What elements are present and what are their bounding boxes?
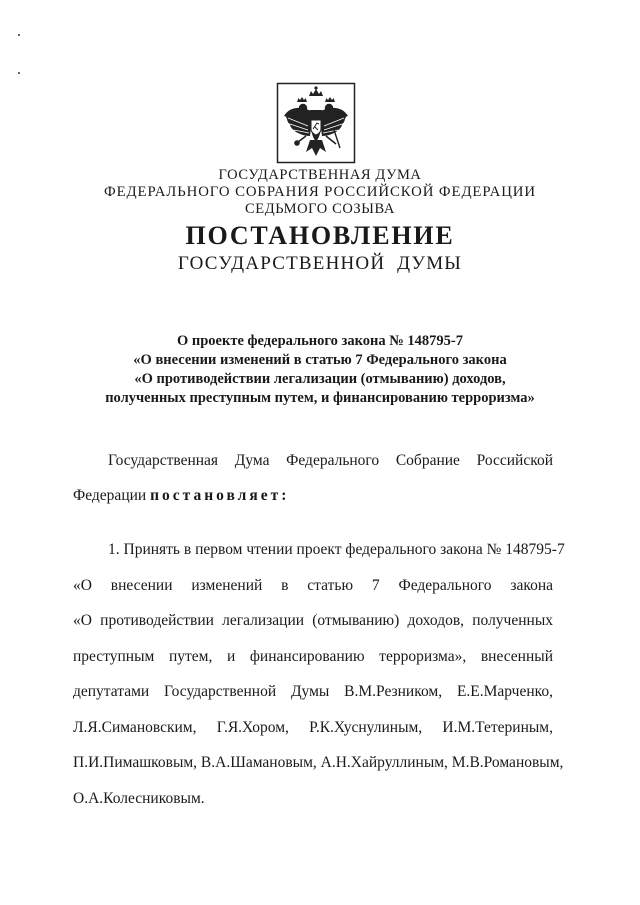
org-name-line-2: ФЕДЕРАЛЬНОГО СОБРАНИЯ РОССИЙСКОЙ ФЕДЕРАЦИИ: [104, 184, 536, 200]
item-1-line: 1. Принять в первом чтении проект федерального закона № 148795-7: [108, 541, 565, 558]
item-1-line: преступным путем, и финансированию терроризма», внесенный: [73, 648, 553, 665]
subject-line: «О противодействии легализации (отмыванию) доходов,: [134, 371, 506, 387]
subject-line: О проекте федерального закона № 148795-7: [176, 333, 464, 349]
org-name-line-1: ГОСУДАРСТВЕННАЯ ДУМА: [218, 167, 422, 183]
item-1-line: «О противодействии легализации (отмыванию) доходов, полученных: [73, 612, 553, 629]
preamble-decree-word: постановляет:: [150, 487, 290, 504]
preamble-line-2: [73, 486, 553, 506]
item-1-line: Л.Я.Симановским, Г.Я.Хором, Р.К.Хуснулиным, И.М.Тетериным,: [73, 719, 553, 736]
document-type-title: ПОСТАНОВЛЕНИЕ: [185, 221, 455, 250]
subject-line: полученных преступным путем, и финансированию терроризма»: [105, 390, 535, 406]
org-name-line-3: СЕДЬМОГО СОЗЫВА: [245, 201, 395, 217]
item-1-line: «О внесении изменений в статью 7 Федерального закона: [73, 577, 553, 594]
scan-speck: [18, 72, 20, 74]
coat-of-arms-icon: [276, 82, 356, 164]
subject-line: «О внесении изменений в статью 7 Федерального закона: [133, 352, 507, 368]
item-1-line: О.А.Колесниковым.: [73, 790, 205, 807]
resolution-subject: [0, 332, 640, 408]
item-1-line: депутатами Государственной Думы В.М.Резником, Е.Е.Марченко,: [73, 683, 553, 700]
scan-speck: [18, 34, 20, 36]
document-subtype-title: ГОСУДАРСТВЕННОЙ ДУМЫ: [177, 253, 463, 274]
item-1-line: П.И.Пимашковым, В.А.Шамановым, А.Н.Хайруллиным, М.В.Романовым,: [73, 754, 564, 771]
preamble-text: Федерации: [73, 487, 151, 504]
preamble-line-1: Государственная Дума Федерального Собрание Российской: [108, 452, 553, 469]
